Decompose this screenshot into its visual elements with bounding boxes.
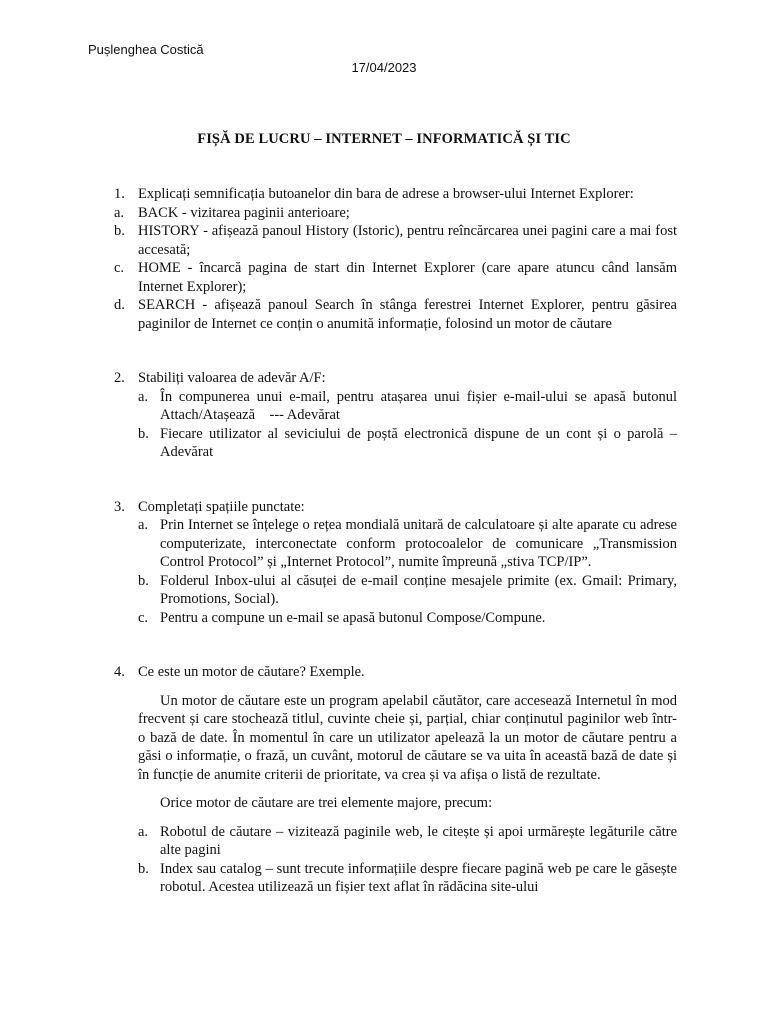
question-1-heading [114, 185, 677, 204]
list-item [114, 204, 677, 223]
list-marker: d. [114, 297, 125, 313]
list-item [138, 425, 677, 462]
list-marker: c. [114, 260, 125, 276]
list-marker: a. [138, 388, 149, 405]
question-3-heading [114, 498, 677, 517]
list-item-text: BACK - vizitarea paginii anterioare; [138, 204, 350, 221]
document-date: 17/04/2023 [351, 60, 417, 75]
list-item-text: Prin Internet se înțelege o rețea mondială unitară de calculatoare și alte aparate cu adrese computerizate, interconectate conform protocoalelor de comunicare „Transmission Control Protocol” și „Internet Protocol”, numite împreună „stiva TCP/IP”. [160, 517, 677, 570]
question-text: Explicați semnificația butoanelor din bara de adrese a browser-ului Internet Explorer: [138, 186, 634, 202]
question-4-heading [114, 663, 677, 682]
list-item-text: SEARCH - afișează panoul Search în stânga ferestrei Internet Explorer, pentru găsirea paginilor de Internet ce conțin o anumită informație, folosind un motor de căutare [138, 297, 677, 332]
list-marker: a. [138, 517, 149, 533]
list-marker: a. [114, 204, 125, 221]
question-number: 2. [114, 370, 125, 386]
list-item-text: Index sau catalog – sunt trecute informațiile despre fiecare pagină web pe care le găsește robotul. Acestea utilizează un fișier text aflat în rădăcina site-ului [160, 860, 677, 895]
list-item-text: HOME - încarcă pagina de start din Internet Explorer (care apare atuncu când lansăm Internet Explorer); [138, 260, 677, 295]
list-item-text: HISTORY - afișează panoul History (Istoric), pentru reîncărcarea unei pagini care a mai fost accesată; [138, 223, 677, 258]
list-item [138, 860, 677, 897]
list-marker: b. [138, 860, 149, 877]
list-item-text: În compunerea unui e-mail, pentru atașarea unui fișier e-mail-ului se apasă butonul Attach/Atașează --- Adevărat [160, 388, 680, 423]
list-item-text: Folderul Inbox-ului al căsuței de e-mail conține mesajele primite (ex. Gmail: Primary, Promotions, Social). [160, 572, 677, 607]
list-item [114, 296, 677, 333]
question-3 [114, 498, 677, 628]
list-item-text: Fiecare utilizator al seviciului de poștă electronică dispune de un cont și o parolă – Adevărat [160, 425, 677, 460]
question-number: 3. [114, 498, 125, 515]
author-name: Pușlenghea Costică [88, 42, 204, 57]
page-title: FIȘĂ DE LUCRU – INTERNET – INFORMATICĂ ȘI TIC [197, 131, 571, 147]
question-4 [114, 663, 677, 897]
answer-paragraph: Orice motor de căutare are trei elemente majore, precum: [160, 795, 493, 811]
list-item-text: Robotul de căutare – vizitează paginile web, le citește și apoi urmărește legăturile către alte pagini [160, 823, 677, 858]
list-item [138, 609, 677, 628]
question-text: Ce este un motor de căutare? Exemple. [138, 664, 365, 680]
question-2 [114, 369, 680, 462]
question-number: 1. [114, 186, 125, 202]
question-2-heading [114, 369, 677, 388]
question-text: Completați spațiile punctate: [138, 498, 305, 515]
list-item [114, 259, 677, 296]
list-marker: b. [138, 425, 149, 442]
question-number: 4. [114, 664, 125, 680]
list-item [114, 222, 677, 259]
list-item [138, 572, 677, 609]
answer-paragraph: Un motor de căutare este un program apelabil căutător, care accesează Internetul în mod frecvent și care stochează titlul, cuvinte cheie și, parțial, chiar conținutul paginilor web într-o bază de date. În momentul în care un utilizator apelează la un motor de căutare pentru a găsi o informație, o frază, un cuvânt, motorul de căutare se va uita în această bază de date și în funcție de anumite criterii de prioritate, va crea și va afișa o listă de rezultate. [138, 692, 677, 783]
question-text: Stabiliți valoarea de adevăr A/F: [138, 370, 326, 386]
list-marker: b. [114, 223, 125, 239]
list-item [138, 516, 677, 572]
list-marker: a. [138, 823, 149, 840]
list-item [138, 388, 680, 425]
question-1 [114, 185, 677, 333]
list-item-text: Pentru a compune un e-mail se apasă butonul Compose/Compune. [160, 609, 546, 626]
list-marker: c. [138, 609, 149, 626]
list-marker: b. [138, 572, 149, 589]
list-item [138, 823, 677, 860]
document-body [114, 185, 680, 897]
